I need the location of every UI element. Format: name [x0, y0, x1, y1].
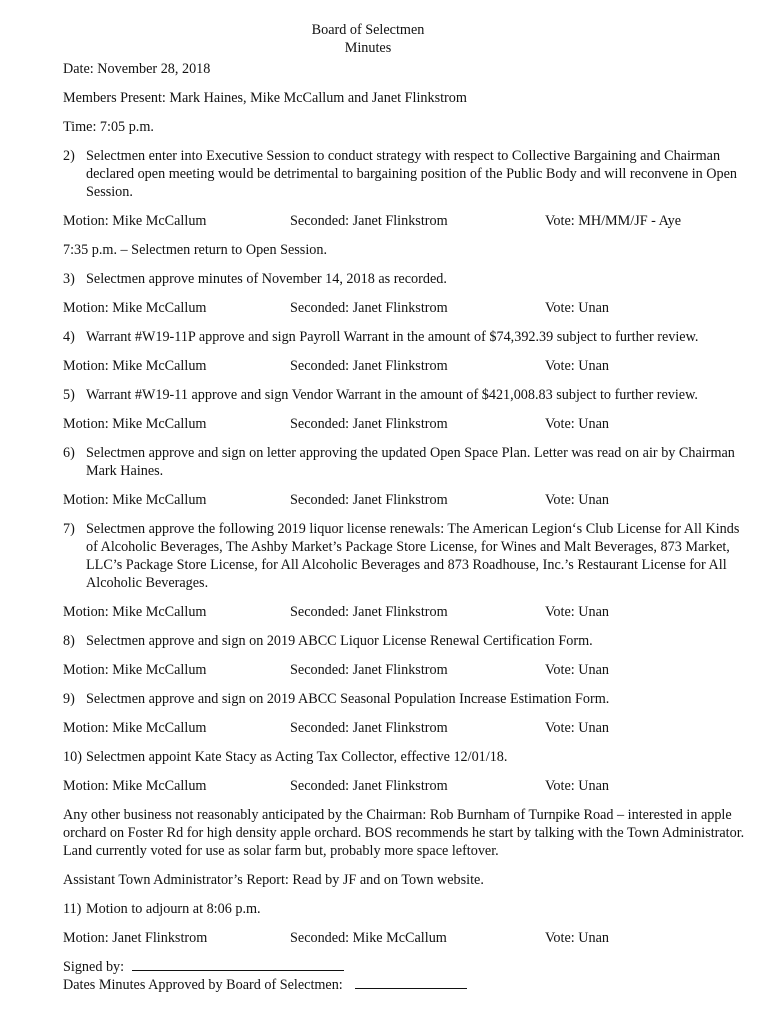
- motion-by: Motion: Mike McCallum: [63, 213, 207, 229]
- motion-by: Motion: Mike McCallum: [63, 492, 207, 508]
- motion-row: [63, 357, 753, 375]
- vote-result: Vote: Unan: [545, 720, 609, 736]
- item-text: Selectmen appoint Kate Stacy as Acting Tax Collector, effective 12/01/18.: [86, 749, 508, 765]
- motion-row: [63, 212, 753, 230]
- motion-by: Motion: Janet Flinkstrom: [63, 930, 208, 946]
- item-number: 9): [63, 691, 75, 707]
- seconded-by: Seconded: Janet Flinkstrom: [290, 604, 448, 620]
- other-business: Any other business not reasonably anticipated by the Chairman: Rob Burnham of Turnpike Road – interested in apple orchard on Foster Rd for high density apple orchard. BOS recommends he start by talking with the Town Administrator. Land currently voted for use as solar farm but, probably more space leftover.: [63, 807, 745, 859]
- document-title: [63, 21, 753, 57]
- vote-result: Vote: Unan: [545, 300, 609, 316]
- agenda-item: [63, 328, 753, 346]
- motion-by: Motion: Mike McCallum: [63, 416, 207, 432]
- ata-report: Assistant Town Administrator’s Report: Read by JF and on Town website.: [63, 872, 484, 888]
- members-present: Members Present: Mark Haines, Mike McCallum and Janet Flinkstrom: [63, 90, 467, 106]
- item-text: Selectmen enter into Executive Session to conduct strategy with respect to Collective Bargaining and Chairman declared open meeting would be detrimental to bargaining position of the Public Body and will reconvene in Open Session.: [86, 148, 738, 200]
- minutes-page: [63, 21, 753, 994]
- agenda-item: [63, 748, 753, 766]
- seconded-by: Seconded: Janet Flinkstrom: [290, 213, 448, 229]
- seconded-by: Seconded: Janet Flinkstrom: [290, 492, 448, 508]
- meeting-date: Date: November 28, 2018: [63, 61, 211, 77]
- seconded-by: Seconded: Mike McCallum: [290, 930, 447, 946]
- item-text: Warrant #W19-11 approve and sign Vendor Warrant in the amount of $421,008.83 subject to further review.: [86, 387, 698, 403]
- motion-row: [63, 661, 753, 679]
- item-number: 10): [63, 749, 82, 765]
- signed-by-label: Signed by:: [63, 959, 125, 975]
- item-text: Selectmen approve minutes of November 14, 2018 as recorded.: [86, 271, 447, 287]
- vote-result: Vote: Unan: [545, 358, 609, 374]
- approval-date-line: [355, 976, 467, 989]
- item-text: Motion to adjourn at 8:06 p.m.: [86, 901, 261, 917]
- agenda-item: [63, 147, 753, 201]
- motion-by: Motion: Mike McCallum: [63, 662, 207, 678]
- item-number: 6): [63, 445, 75, 461]
- agenda-item: [63, 444, 753, 480]
- item-number: 7): [63, 521, 75, 537]
- item-number: 5): [63, 387, 75, 403]
- item-text: Warrant #W19-11P approve and sign Payroll Warrant in the amount of $74,392.39 subject to further review.: [86, 329, 699, 345]
- vote-result: Vote: Unan: [545, 930, 609, 946]
- item-text: Selectmen approve the following 2019 liquor license renewals: The American Legion‘s Club License for All Kinds of Alcoholic Beverages, The Ashby Market’s Package Store License, for Wines and Malt Beverages, 873 Market, LLC’s Package Store License, for All Alcoholic Beverages and 873 Roadhouse, Inc.’s Restaurant License for All Alcoholic Beverages.: [86, 521, 740, 591]
- motion-by: Motion: Mike McCallum: [63, 720, 207, 736]
- vote-result: Vote: MH/MM/JF - Aye: [545, 213, 681, 229]
- item-text: Selectmen approve and sign on letter approving the updated Open Space Plan. Letter was read on air by Chairman Mark Haines.: [86, 445, 735, 479]
- motion-by: Motion: Mike McCallum: [63, 604, 207, 620]
- seconded-by: Seconded: Janet Flinkstrom: [290, 778, 448, 794]
- item-text: Selectmen approve and sign on 2019 ABCC Liquor License Renewal Certification Form.: [86, 633, 593, 649]
- seconded-by: Seconded: Janet Flinkstrom: [290, 416, 448, 432]
- motion-row: [63, 719, 753, 737]
- item-number: 4): [63, 329, 75, 345]
- agenda-item: [63, 690, 753, 708]
- title-line-2: Minutes: [344, 40, 392, 56]
- vote-result: Vote: Unan: [545, 492, 609, 508]
- dates-approved-row: [63, 976, 753, 994]
- dates-approved-label: Dates Minutes Approved by Board of Selectmen:: [63, 977, 343, 993]
- motion-row: [63, 299, 753, 317]
- agenda-item: [63, 270, 753, 288]
- agenda-item: [63, 520, 753, 592]
- motion-row: [63, 603, 753, 621]
- vote-result: Vote: Unan: [545, 778, 609, 794]
- agenda-item: [63, 900, 753, 918]
- vote-result: Vote: Unan: [545, 416, 609, 432]
- seconded-by: Seconded: Janet Flinkstrom: [290, 300, 448, 316]
- signature-line: [132, 958, 344, 971]
- open-session-note: 7:35 p.m. – Selectmen return to Open Session.: [63, 242, 328, 258]
- signed-by-row: [63, 958, 753, 976]
- item-number: 11): [63, 901, 82, 917]
- agenda-item: [63, 386, 753, 404]
- agenda-item: [63, 632, 753, 650]
- motion-by: Motion: Mike McCallum: [63, 358, 207, 374]
- motion-by: Motion: Mike McCallum: [63, 778, 207, 794]
- item-text: Selectmen approve and sign on 2019 ABCC Seasonal Population Increase Estimation Form.: [86, 691, 610, 707]
- item-number: 3): [63, 271, 75, 287]
- motion-by: Motion: Mike McCallum: [63, 300, 207, 316]
- seconded-by: Seconded: Janet Flinkstrom: [290, 720, 448, 736]
- motion-row: [63, 415, 753, 433]
- motion-row: [63, 777, 753, 795]
- seconded-by: Seconded: Janet Flinkstrom: [290, 358, 448, 374]
- vote-result: Vote: Unan: [545, 662, 609, 678]
- motion-row: [63, 929, 753, 947]
- meeting-time: Time: 7:05 p.m.: [63, 119, 154, 135]
- motion-row: [63, 491, 753, 509]
- seconded-by: Seconded: Janet Flinkstrom: [290, 662, 448, 678]
- item-number: 2): [63, 148, 75, 164]
- title-line-1: Board of Selectmen: [311, 22, 425, 38]
- vote-result: Vote: Unan: [545, 604, 609, 620]
- item-number: 8): [63, 633, 75, 649]
